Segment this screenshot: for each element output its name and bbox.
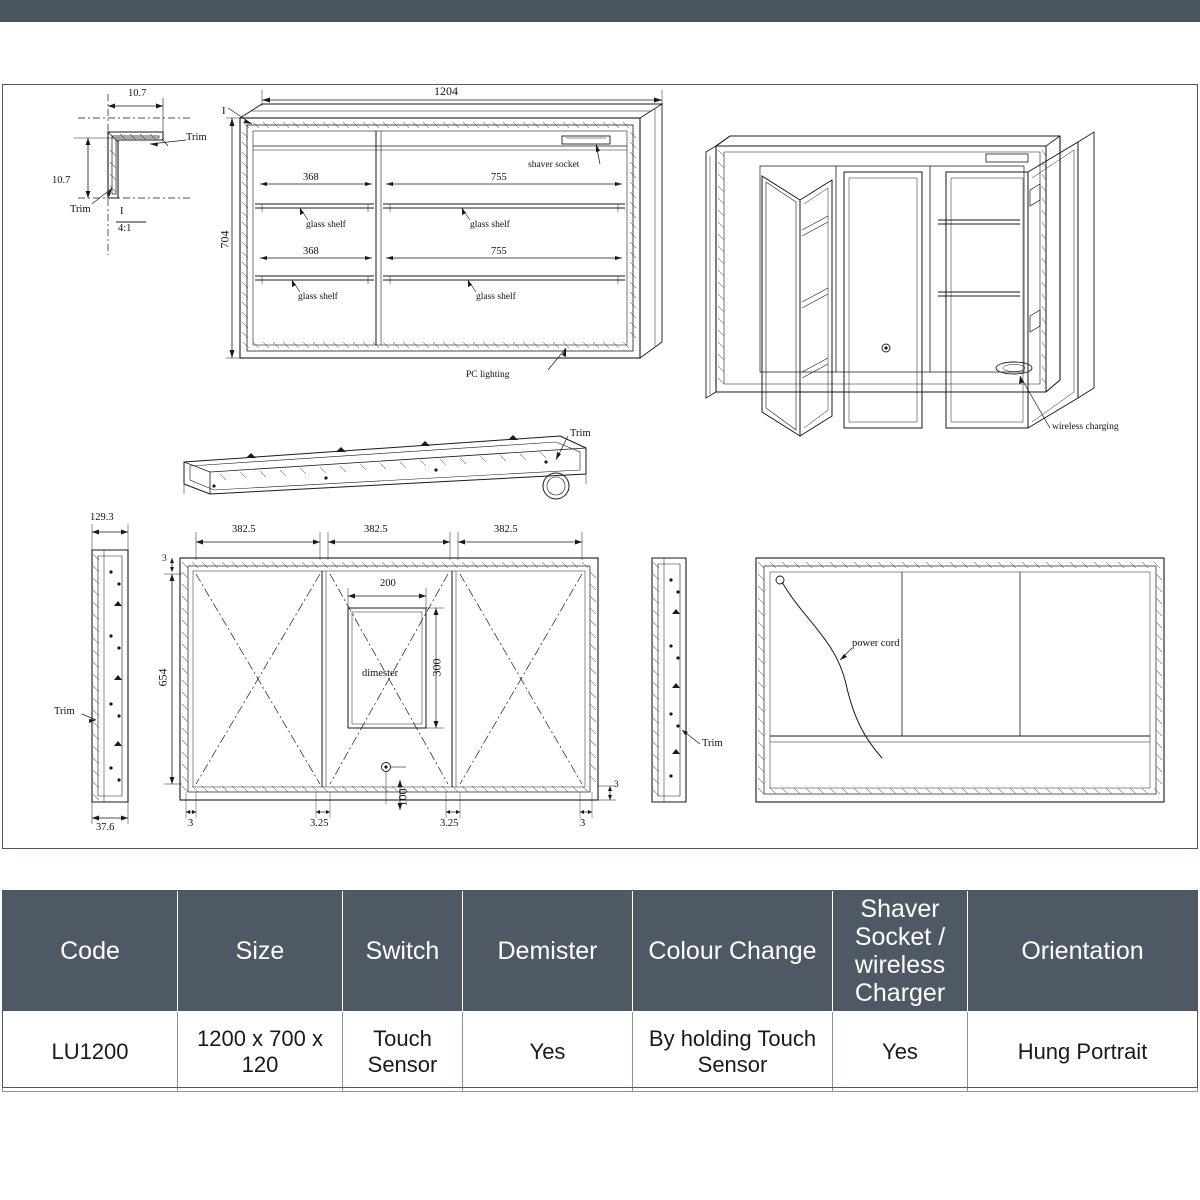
front-open-view-geometry [226, 90, 662, 370]
front-open-glass-shelf-label-1: glass shelf [306, 220, 346, 230]
header-accent-bar [0, 0, 1200, 22]
table-row [3, 1012, 1198, 1092]
front-closed-panel-dim-3: 382.5 [494, 524, 518, 535]
front-closed-bottom-dim-4: 3 [580, 818, 586, 829]
spec-cell-shaver-socket: Yes [833, 1012, 968, 1092]
demister-width-dim: 200 [380, 578, 396, 589]
front-closed-height-dim: 654 [155, 668, 170, 687]
spec-cell-orientation: Hung Portrait [968, 1012, 1198, 1092]
spec-cell-switch: Touch Sensor [343, 1012, 463, 1092]
front-open-shelf-dim-left-2: 368 [303, 246, 319, 257]
detail-label-trim-top: Trim [186, 132, 207, 143]
side-right-trim-label: Trim [702, 738, 723, 749]
spec-table [2, 890, 1198, 1092]
side-left-bottom-dim: 37.6 [96, 822, 115, 833]
side-view-right-geometry [652, 558, 700, 802]
technical-drawings [0, 80, 1200, 860]
spec-header-size: Size [178, 891, 343, 1012]
front-open-corner-mark: I [222, 106, 226, 117]
spec-header-code: Code [3, 891, 178, 1012]
spec-cell-size: 1200 x 700 x 120 [178, 1012, 343, 1092]
front-open-shaver-socket-label: shaver socket [528, 160, 580, 170]
front-open-height-dim: 704 [217, 230, 232, 249]
spec-cell-code: LU1200 [3, 1012, 178, 1092]
front-open-shelf-dim-left-1: 368 [303, 172, 319, 183]
front-closed-bottom-dim-2: 3.25 [310, 818, 329, 829]
side-left-trim-label: Trim [54, 706, 75, 717]
spec-cell-colour-change: By holding Touch Sensor [633, 1012, 833, 1092]
spec-header-orientation: Orientation [968, 891, 1198, 1012]
detail-dim-top: 10.7 [128, 88, 147, 99]
side-view-left-geometry [82, 524, 128, 824]
front-closed-bottom-dim-1: 3 [188, 818, 194, 829]
detail-trim-geometry [74, 94, 190, 255]
front-closed-panel-dim-2: 382.5 [364, 524, 388, 535]
detail-dim-left: 10.7 [52, 175, 71, 186]
front-closed-gap-bottom: 3 [614, 780, 619, 790]
spec-cell-demister: Yes [463, 1012, 633, 1092]
front-open-shelf-dim-right-2: 755 [491, 246, 507, 257]
drawing-svg [0, 80, 1200, 860]
sensor-offset-dim: 100 [395, 788, 410, 807]
side-left-depth-dim: 129.3 [90, 512, 114, 523]
front-open-glass-shelf-label-4: glass shelf [476, 292, 516, 302]
front-open-pc-lighting-label: PC lighting [466, 370, 510, 380]
spec-header-switch: Switch [343, 891, 463, 1012]
rear-power-cord-label: power cord [852, 638, 900, 649]
demister-height-dim: 300 [429, 658, 444, 677]
detail-scale-numerator: I [120, 206, 124, 217]
detail-scale: 4:1 [118, 223, 132, 234]
spec-header-shaver-socket: Shaver Socket / wireless Charger [833, 891, 968, 1012]
rear-view-geometry [756, 558, 1164, 802]
front-closed-bottom-dim-3: 3.25 [440, 818, 459, 829]
front-open-shelf-dim-right-1: 755 [491, 172, 507, 183]
front-open-glass-shelf-label-3: glass shelf [298, 292, 338, 302]
iso-wireless-charging-label: wireless charging [1052, 422, 1119, 432]
front-open-glass-shelf-label-2: glass shelf [470, 220, 510, 230]
detail-label-trim-bottom: Trim [70, 204, 91, 215]
top-view-trim-label: Trim [570, 428, 591, 439]
top-view-geometry [184, 435, 586, 499]
front-closed-gap-top: 3 [162, 554, 167, 564]
isometric-view-geometry [706, 132, 1094, 436]
spec-header-demister: Demister [463, 891, 633, 1012]
spec-table-header-row [3, 891, 1198, 1012]
front-closed-panel-dim-1: 382.5 [232, 524, 256, 535]
demister-label: dimester [362, 668, 399, 679]
front-open-width-dim: 1204 [434, 84, 458, 98]
spec-header-colour-change: Colour Change [633, 891, 833, 1012]
